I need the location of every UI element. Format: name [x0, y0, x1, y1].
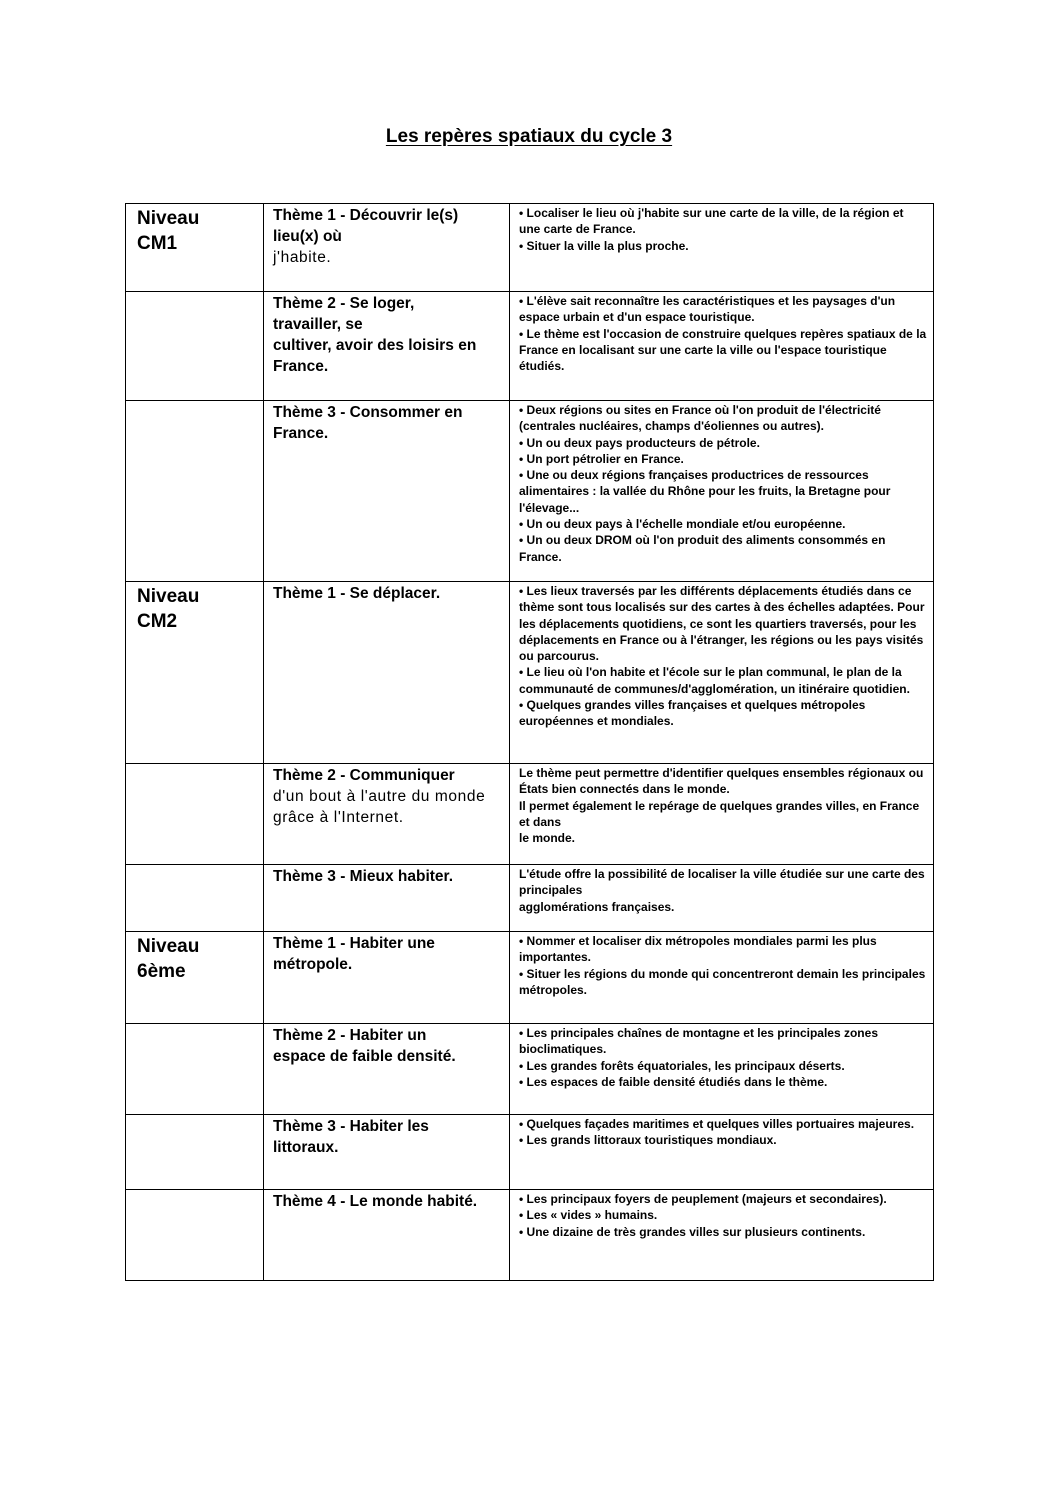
repere-item: • Les principales chaînes de montagne et les principales zones bioclimatiques.	[519, 1026, 878, 1057]
niveau-label	[126, 1024, 263, 1026]
niveau-cell	[126, 204, 264, 292]
reperes-cell	[510, 204, 934, 292]
repere-item: • Quelques façades maritimes et quelques villes portuaires majeures.	[519, 1117, 915, 1131]
repere-item: • Les « vides » humains.	[519, 1208, 658, 1223]
niveau-label	[126, 865, 263, 867]
niveau-label	[126, 764, 263, 766]
theme-title	[264, 1024, 509, 1067]
table-row	[126, 401, 934, 582]
repere-item: • Situer la ville la plus proche.	[519, 238, 689, 253]
niveau-cell	[126, 932, 264, 1024]
table-row	[126, 865, 934, 932]
niveau-label	[126, 1190, 263, 1192]
niveau-label	[126, 292, 263, 294]
reperes-cell	[510, 932, 934, 1024]
repere-item: • Les grandes forêts équatoriales, les principaux déserts.	[519, 1058, 845, 1073]
theme-line: Thème 1 - Habiter une	[273, 935, 435, 952]
repere-item: • Situer les régions du monde qui concentreront demain les principales métropoles.	[519, 966, 926, 997]
repere-item: • Les principaux foyers de peuplement (majeurs et secondaires).	[519, 1192, 887, 1206]
niveau-cell	[126, 1024, 264, 1115]
theme-title	[264, 582, 509, 604]
reperes-list	[510, 1115, 933, 1149]
niveau-cell	[126, 865, 264, 932]
theme-line: Thème 3 - Habiter les	[273, 1118, 429, 1135]
niveau-line: 6ème	[137, 961, 186, 982]
theme-cell	[264, 1190, 510, 1281]
repere-item: • Les grands littoraux touristiques mondiaux.	[519, 1133, 777, 1148]
repere-item: Il permet également le repérage de quelques grandes villes, en France et dans	[519, 798, 920, 829]
theme-cell	[264, 401, 510, 582]
theme-line: Thème 4 - Le monde habité.	[273, 1193, 478, 1210]
niveau-cell	[126, 1115, 264, 1190]
theme-title	[264, 204, 509, 268]
reperes-list	[510, 764, 933, 846]
repere-item: • Un ou deux pays producteurs de pétrole.	[519, 435, 760, 450]
theme-cell	[264, 865, 510, 932]
theme-title	[264, 401, 509, 444]
repere-item: • Le lieu où l'on habite et l'école sur le plan communal, le plan de la communauté de communes/d'agglomération, un itinéraire quotidien.	[519, 665, 910, 696]
repere-item: • Les lieux traversés par les différents déplacements étudiés dans ce thème sont tous localisés sur des cartes à des échelles adaptées. Pour les déplacements quotidiens, ce sont les quartiers traversés, pour les déplacements en France ou à l'étranger, les régions ou les pays visités ou parcourus.	[519, 584, 925, 664]
reperes-list	[510, 582, 933, 730]
theme-title	[264, 1190, 509, 1212]
repere-item: • Nommer et localiser dix métropoles mondiales parmi les plus importantes.	[519, 934, 877, 965]
table-row	[126, 764, 934, 865]
reperes-cell	[510, 292, 934, 401]
niveau-cell	[126, 401, 264, 582]
theme-line: Thème 3 - Mieux habiter.	[273, 868, 454, 885]
theme-line: Thème 1 - Se déplacer.	[273, 585, 441, 602]
theme-line: Thème 3 - Consommer en	[273, 404, 463, 421]
theme-line: littoraux.	[273, 1139, 339, 1156]
reperes-cell	[510, 764, 934, 865]
theme-cell	[264, 582, 510, 764]
theme-line: travailler, se	[273, 316, 363, 333]
theme-line: Thème 2 - Habiter un	[273, 1027, 427, 1044]
repere-item: • Un ou deux pays à l'échelle mondiale et/ou européenne.	[519, 517, 846, 532]
repere-item: le monde.	[519, 831, 576, 846]
niveau-line: CM1	[137, 233, 178, 254]
reperes-list	[510, 1024, 933, 1090]
theme-line: Thème 1 - Découvrir le(s)	[273, 207, 459, 224]
theme-line: métropole.	[273, 956, 353, 973]
niveau-cell	[126, 292, 264, 401]
niveau-cell	[126, 764, 264, 865]
niveau-cell	[126, 582, 264, 764]
theme-cell	[264, 1115, 510, 1190]
theme-line: espace de faible densité.	[273, 1048, 456, 1065]
reperes-cell	[510, 582, 934, 764]
table-row	[126, 1115, 934, 1190]
niveau-label	[126, 401, 263, 403]
reperes-cell	[510, 1024, 934, 1115]
page-title: Les repères spatiaux du cycle 3	[385, 126, 673, 147]
repere-item: • Localiser le lieu où j'habite sur une carte de la ville, de la région et une carte de France.	[519, 206, 904, 237]
theme-line: lieu(x) où	[273, 228, 342, 245]
reperes-list	[510, 204, 933, 254]
theme-title	[264, 865, 509, 887]
table-row	[126, 1024, 934, 1115]
reperes-list	[510, 292, 933, 374]
repere-item: • Un port pétrolier en France.	[519, 451, 684, 466]
reperes-cell	[510, 1190, 934, 1281]
niveau-cell	[126, 1190, 264, 1281]
theme-title	[264, 932, 509, 975]
theme-line-plain: j'habite.	[273, 249, 332, 266]
repere-item: • Un ou deux DROM où l'on produit des aliments consommés en France.	[519, 533, 886, 564]
theme-line: Thème 2 - Communiquer	[273, 767, 455, 784]
reperes-cell	[510, 401, 934, 582]
theme-title	[264, 1115, 509, 1158]
theme-line-plain: grâce à l'Internet.	[273, 809, 404, 826]
theme-cell	[264, 932, 510, 1024]
theme-title	[264, 764, 509, 828]
repere-item: • Les espaces de faible densité étudiés dans le thème.	[519, 1074, 828, 1089]
table-row	[126, 1190, 934, 1281]
theme-cell	[264, 1024, 510, 1115]
repere-item: • Deux régions ou sites en France où l'on produit de l'électricité (centrales nucléaires, champs d'éoliennes ou autres).	[519, 403, 881, 434]
reperes-list	[510, 865, 933, 915]
theme-line: France.	[273, 425, 329, 442]
repere-item: Le thème peut permettre d'identifier quelques ensembles régionaux ou États bien connectés dans le monde.	[519, 766, 924, 797]
reperes-cell	[510, 1115, 934, 1190]
theme-cell	[264, 292, 510, 401]
reperes-list	[510, 401, 933, 565]
theme-title	[264, 292, 509, 377]
niveau-label	[126, 932, 263, 984]
table-row	[126, 582, 934, 764]
theme-line: cultiver, avoir des loisirs en	[273, 337, 477, 354]
reperes-list	[510, 1190, 933, 1240]
repere-item: • L'élève sait reconnaître les caractéristiques et les paysages d'un espace urbain et d'un espace touristique.	[519, 294, 896, 325]
theme-line: Thème 2 - Se loger,	[273, 295, 415, 312]
reperes-cell	[510, 865, 934, 932]
repere-item: L'étude offre la possibilité de localiser la ville étudiée sur une carte des principales	[519, 867, 925, 898]
repere-item: agglomérations françaises.	[519, 899, 675, 914]
repere-item: • Une dizaine de très grandes villes sur plusieurs continents.	[519, 1224, 866, 1239]
table-row	[126, 292, 934, 401]
table-row	[126, 932, 934, 1024]
niveau-label	[126, 1115, 263, 1117]
repere-item: • Quelques grandes villes françaises et quelques métropoles européennes et mondiales.	[519, 698, 866, 729]
theme-cell	[264, 204, 510, 292]
niveau-line: Niveau	[137, 208, 200, 229]
repere-item: • Le thème est l'occasion de construire quelques repères spatiaux de la France en localisant sur une carte la ville ou l'espace touristique étudiés.	[519, 326, 927, 374]
theme-line: France.	[273, 358, 329, 375]
niveau-line: Niveau	[137, 936, 200, 957]
repere-item: • Une ou deux régions françaises productrices de ressources alimentaires : la vallée du Rhône pour les fruits, la Bretagne pour l'élevage...	[519, 468, 891, 515]
theme-line-plain: d'un bout à l'autre du monde	[273, 788, 486, 805]
niveau-label	[126, 582, 263, 634]
niveau-line: Niveau	[137, 586, 200, 607]
table-row	[126, 204, 934, 292]
theme-cell	[264, 764, 510, 865]
reperes-table	[125, 203, 934, 1281]
niveau-label	[126, 204, 263, 256]
reperes-list	[510, 932, 933, 998]
niveau-line: CM2	[137, 611, 178, 632]
